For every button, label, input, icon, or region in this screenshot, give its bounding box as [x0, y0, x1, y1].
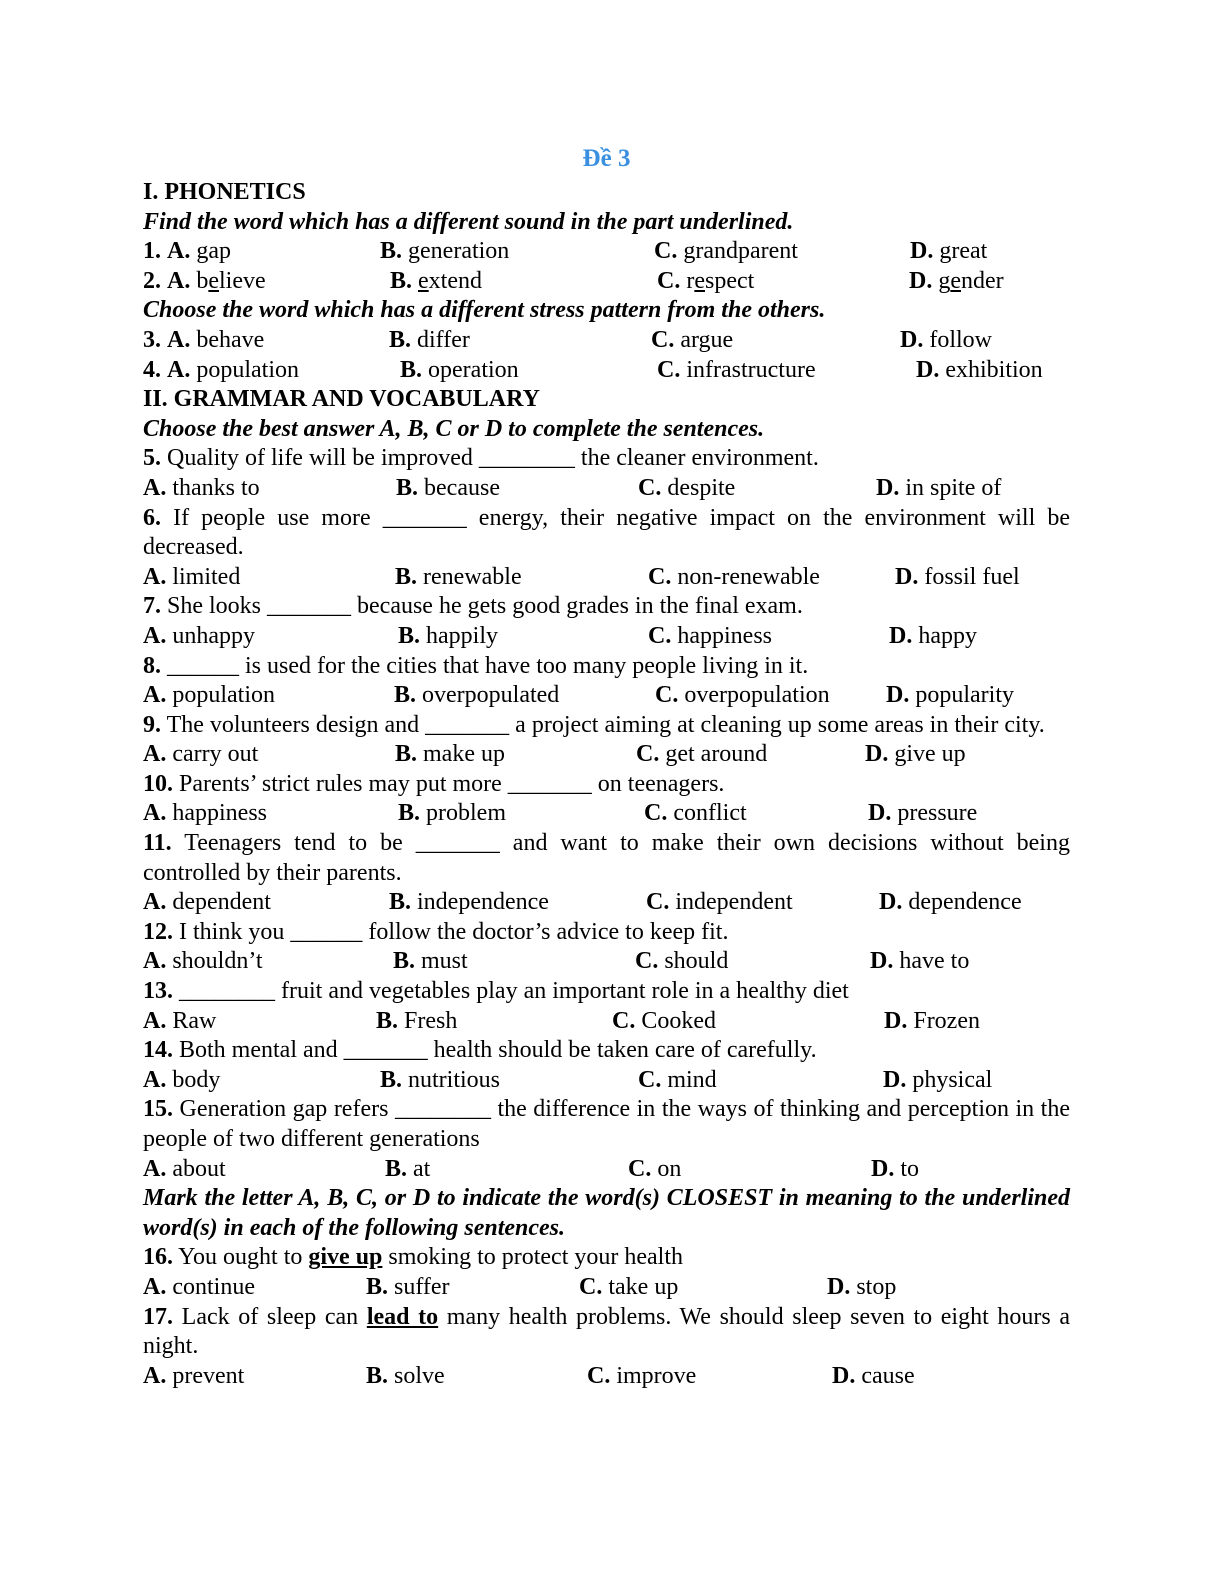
question-8-option-d[interactable]: D. popularity: [886, 682, 1014, 709]
question-13-option-d[interactable]: D. Frozen: [884, 1007, 980, 1034]
question-9-stem: 9. The volunteers design and _______ a project aiming at cleaning up some areas in their city.: [143, 711, 1045, 738]
question-9-option-d[interactable]: D. give up: [865, 741, 966, 768]
question-5-option-c[interactable]: C. despite: [638, 474, 736, 501]
question-15-option-d[interactable]: D. to: [871, 1155, 920, 1182]
question-12-option-d[interactable]: D. have to: [870, 948, 970, 975]
question-6-option-b[interactable]: B. renewable: [395, 563, 522, 590]
question-14-stem: 14. Both mental and _______ health should be taken care of carefully.: [143, 1037, 817, 1064]
question-4-option-c[interactable]: C. infrastructure: [657, 356, 816, 383]
question-14-options: [143, 1066, 1070, 1096]
question-7-option-b[interactable]: B. happily: [398, 622, 499, 649]
question-13-stem: 13. ________ fruit and vegetables play an important role in a healthy diet: [143, 978, 849, 1005]
question-9-option-c[interactable]: C. get around: [636, 741, 768, 768]
question-9-option-a[interactable]: A. carry out: [143, 741, 259, 768]
question-16-option-b[interactable]: B. suffer: [366, 1273, 450, 1300]
question-3-option-b[interactable]: B. differ: [389, 326, 470, 353]
question-13-option-c[interactable]: C. Cooked: [612, 1007, 717, 1034]
question-10-option-d[interactable]: D. pressure: [868, 800, 978, 827]
underlined-phrase: give up: [308, 1244, 383, 1271]
question-10-option-c[interactable]: C. conflict: [644, 800, 747, 827]
instruction-closest-meaning: Mark the letter A, B, C, or D to indicate the word(s) CLOSEST in meaning to the underlined word(s) in each of the following sentences.: [143, 1185, 1070, 1241]
question-17-option-a[interactable]: A. prevent: [143, 1362, 245, 1389]
section-heading-phonetics: I. PHONETICS: [143, 179, 306, 205]
question-1-option-d[interactable]: D. great: [910, 238, 988, 265]
question-5-option-d[interactable]: D. in spite of: [876, 474, 1002, 501]
question-6-option-c[interactable]: C. non-renewable: [648, 563, 820, 590]
question-6-stem: 6. If people use more _______ energy, their negative impact on the environment will be decreased.: [143, 504, 1070, 561]
question-14-option-d[interactable]: D. physical: [883, 1066, 993, 1093]
question-13-option-a[interactable]: A. Raw: [143, 1007, 217, 1034]
question-12-option-c[interactable]: C. should: [635, 948, 729, 975]
question-15-option-a[interactable]: A. about: [143, 1155, 226, 1182]
question-11-options: [143, 888, 1070, 918]
question-16-option-a[interactable]: A. continue: [143, 1273, 255, 1300]
question-11-option-b[interactable]: B. independence: [389, 889, 549, 916]
question-13-options: [143, 1007, 1070, 1037]
worksheet-page: [143, 140, 1070, 1391]
question-2-option-d[interactable]: D. gender: [909, 267, 1004, 294]
question-3-option-a[interactable]: 3. A. behave: [143, 326, 265, 353]
question-7-option-d[interactable]: D. happy: [889, 622, 977, 649]
question-11-option-d[interactable]: D. dependence: [879, 889, 1022, 916]
question-14-option-a[interactable]: A. body: [143, 1066, 221, 1093]
question-7-stem: 7. She looks _______ because he gets good grades in the final exam.: [143, 593, 803, 620]
question-6-option-d[interactable]: D. fossil fuel: [895, 563, 1020, 590]
question-17-option-c[interactable]: C. improve: [587, 1362, 697, 1389]
question-12-option-a[interactable]: A. shouldn’t: [143, 948, 263, 975]
question-12-options: [143, 947, 1070, 977]
page-title: Đề 3: [582, 145, 631, 172]
question-4-options: [143, 356, 1070, 386]
question-8-option-a[interactable]: A. population: [143, 682, 275, 709]
question-14-option-c[interactable]: C. mind: [638, 1066, 717, 1093]
question-3-option-c[interactable]: C. argue: [651, 326, 734, 353]
instruction-best-answer: Choose the best answer A, B, C or D to complete the sentences.: [143, 415, 765, 442]
question-8-option-b[interactable]: B. overpopulated: [394, 682, 560, 709]
question-7-option-a[interactable]: A. unhappy: [143, 622, 255, 649]
question-8-option-c[interactable]: C. overpopulation: [655, 682, 830, 709]
question-11-option-a[interactable]: A. dependent: [143, 889, 271, 916]
question-4-option-d[interactable]: D. exhibition: [916, 356, 1043, 383]
question-5-stem: 5. Quality of life will be improved ________ the cleaner environment.: [143, 445, 819, 472]
question-10-option-b[interactable]: B. problem: [398, 800, 506, 827]
question-1-option-b[interactable]: B. generation: [380, 238, 510, 265]
instruction-sound: Find the word which has a different sound in the part underlined.: [143, 208, 794, 235]
question-4-option-b[interactable]: B. operation: [400, 356, 519, 383]
question-17-options: [143, 1362, 1070, 1392]
question-2-option-b[interactable]: B. extend: [390, 267, 482, 294]
question-17-option-b[interactable]: B. solve: [366, 1362, 445, 1389]
question-17-stem: 17. Lack of sleep can lead to many health problems. We should sleep seven to eight hours a night.: [143, 1303, 1071, 1360]
question-1-option-c[interactable]: C. grandparent: [654, 238, 798, 265]
instruction-stress: Choose the word which has a different stress pattern from the others.: [143, 297, 826, 324]
question-16-option-d[interactable]: D. stop: [827, 1273, 897, 1300]
question-10-options: [143, 799, 1070, 829]
question-1-options: [143, 237, 1070, 267]
question-5-option-b[interactable]: B. because: [396, 474, 500, 501]
question-16-option-c[interactable]: C. take up: [579, 1273, 679, 1300]
question-16-options: [143, 1273, 1070, 1303]
question-4-option-a[interactable]: 4. A. population: [143, 356, 299, 383]
question-2-option-a[interactable]: 2. A. believe: [143, 267, 266, 294]
question-6-option-a[interactable]: A. limited: [143, 563, 241, 590]
question-13-option-b[interactable]: B. Fresh: [376, 1007, 458, 1034]
question-5-option-a[interactable]: A. thanks to: [143, 474, 260, 501]
question-10-option-a[interactable]: A. happiness: [143, 800, 267, 827]
question-1-option-a[interactable]: 1. A. gap: [143, 238, 231, 265]
question-12-stem: 12. I think you ______ follow the doctor’s advice to keep fit.: [143, 918, 729, 945]
question-2-option-c[interactable]: C. respect: [657, 267, 755, 294]
question-11-option-c[interactable]: C. independent: [646, 889, 793, 916]
question-7-options: [143, 622, 1070, 652]
question-2-options: [143, 267, 1070, 297]
section-heading-grammar: II. GRAMMAR AND VOCABULARY: [143, 386, 540, 413]
question-6-options: [143, 563, 1070, 593]
question-11-stem: 11. Teenagers tend to be _______ and want to make their own decisions without being controlled by their parents.: [143, 830, 1070, 886]
question-15-option-c[interactable]: C. on: [628, 1155, 682, 1182]
question-9-options: [143, 740, 1070, 770]
question-9-option-b[interactable]: B. make up: [395, 741, 505, 768]
question-7-option-c[interactable]: C. happiness: [648, 622, 772, 649]
question-10-stem: 10. Parents’ strict rules may put more _______ on teenagers.: [143, 770, 725, 797]
underlined-phrase: lead to: [366, 1303, 439, 1330]
question-14-option-b[interactable]: B. nutritious: [380, 1066, 501, 1093]
question-12-option-b[interactable]: B. must: [393, 948, 468, 975]
question-15-stem: 15. Generation gap refers ________ the difference in the ways of thinking and perception in the people of two different generations: [143, 1096, 1070, 1152]
question-17-option-d[interactable]: D. cause: [832, 1362, 915, 1389]
question-5-options: [143, 474, 1070, 504]
question-3-option-d[interactable]: D. follow: [900, 326, 993, 353]
question-8-stem: 8. ______ is used for the cities that have too many people living in it.: [143, 652, 809, 679]
question-8-options: [143, 681, 1070, 711]
question-3-options: [143, 326, 1070, 356]
question-15-options: [143, 1155, 1070, 1185]
question-15-option-b[interactable]: B. at: [385, 1155, 431, 1182]
question-16-stem: 16. You ought to give up smoking to protect your health: [143, 1244, 683, 1271]
